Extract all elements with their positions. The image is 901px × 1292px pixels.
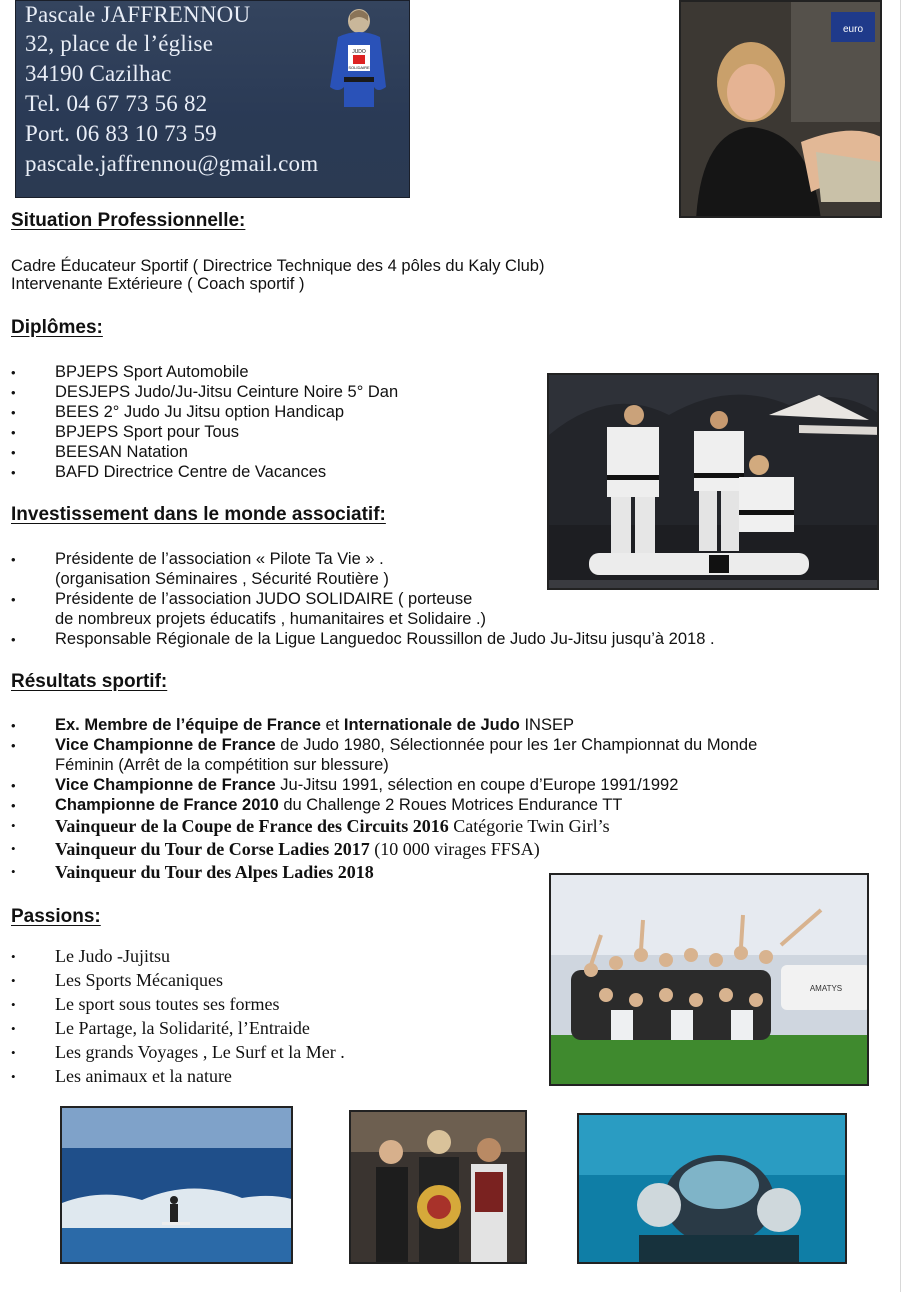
rally-car-text: AMATYS: [809, 984, 843, 993]
surf-photo: [60, 1106, 293, 1264]
bullet: •: [11, 841, 16, 856]
bullet: •: [11, 405, 16, 420]
bullet: •: [11, 385, 16, 400]
list-item: • BPJEPS Sport Automobile: [11, 362, 398, 382]
bullet: •: [11, 1021, 16, 1036]
rally-group-photo: [549, 873, 869, 1086]
situation-line-1: Cadre Éducateur Sportif ( Directrice Technique des 4 pôles du Kaly Club): [11, 257, 545, 275]
list-item: • Championne de France 2010 du Challenge 2 Roues Motrices Endurance TT: [11, 795, 757, 815]
friends-photo: [349, 1110, 527, 1264]
list-item: • Présidente de l’association JUDO SOLIDAIRE ( porteuse de nombreux projets éducatifs , humanitaires et Solidaire .): [11, 590, 487, 628]
situation-line-2: Intervenante Extérieure ( Coach sportif ): [11, 275, 305, 293]
bullet: •: [11, 445, 16, 460]
associatif-list: [11, 549, 715, 649]
situation-heading: Situation Professionnelle:: [11, 210, 246, 231]
bullet: •: [11, 592, 16, 607]
contact-email: pascale.jaffrennou@gmail.com: [25, 151, 319, 176]
list-item: • BAFD Directrice Centre de Vacances: [11, 462, 398, 482]
underwater-photo: [577, 1113, 847, 1264]
list-item: • Le Judo -Jujitsu: [11, 944, 345, 968]
list-item: • Vainqueur du Tour des Alpes Ladies 2018: [11, 862, 374, 882]
bullet: •: [11, 425, 16, 440]
list-item: • BEES 2° Judo Ju Jitsu option Handicap: [11, 402, 398, 422]
bullet: •: [11, 798, 16, 813]
resultats-heading: Résultats sportif:: [11, 671, 168, 692]
bullet: •: [11, 465, 16, 480]
diplomes-list: [11, 362, 398, 482]
bullet: •: [11, 718, 16, 733]
passions-heading: Passions:: [11, 906, 101, 927]
bullet: •: [11, 864, 16, 879]
bullet: •: [11, 949, 16, 964]
list-item: • Vainqueur de la Coupe de France des Circuits 2016 Catégorie Twin Girl’s: [11, 816, 610, 836]
bullet: •: [11, 632, 16, 647]
portrait-logo-text: euro: [842, 24, 864, 35]
list-item: • Responsable Régionale de la Ligue Languedoc Roussillon de Judo Ju-Jitsu jusqu’à 2018 .: [11, 629, 715, 649]
resultats-list: [11, 715, 757, 884]
contact-name: Pascale JAFFRENNOU: [25, 2, 251, 27]
bullet: •: [11, 818, 16, 833]
list-item: • DESJEPS Judo/Ju-Jitsu Ceinture Noire 5° Dan: [11, 382, 398, 402]
bullet: •: [11, 738, 16, 753]
list-item: • Vice Championne de France de Judo 1980, Sélectionnée pour les 1er Championnat du Monde Féminin (Arrêt de la compétition sur blessure): [11, 736, 758, 774]
bullet: •: [11, 997, 16, 1012]
list-item: • Les animaux et la nature: [11, 1064, 345, 1088]
list-item: • Les Sports Mécaniques: [11, 968, 345, 992]
contact-address-city: 34190 Cazilhac: [25, 61, 172, 86]
badge-solidaire-text: SOLIDAIRE: [348, 65, 370, 70]
diplomes-heading: Diplômes:: [11, 317, 103, 338]
associatif-heading: Investissement dans le monde associatif:: [11, 504, 386, 525]
list-item: • BEESAN Natation: [11, 442, 398, 462]
bullet: •: [11, 778, 16, 793]
list-item: • BPJEPS Sport pour Tous: [11, 422, 398, 442]
contact-address-street: 32, place de l’église: [25, 31, 214, 56]
contact-phone: Tel. 04 67 73 56 82: [25, 91, 208, 116]
bullet: •: [11, 365, 16, 380]
list-item: • Le Partage, la Solidarité, l’Entraide: [11, 1016, 345, 1040]
portrait-photo: [679, 0, 882, 218]
list-item: • Ex. Membre de l’équipe de France et Internationale de Judo INSEP: [11, 715, 757, 735]
bullet: •: [11, 552, 16, 567]
list-item: • Vainqueur du Tour de Corse Ladies 2017 (10 000 virages FFSA): [11, 839, 540, 859]
list-item: • Vice Championne de France Ju-Jitsu 1991, sélection en coupe d’Europe 1991/1992: [11, 775, 757, 795]
list-item: • Présidente de l’association « Pilote Ta Vie » . (organisation Séminaires , Sécurité Routière ): [11, 550, 389, 588]
bullet: •: [11, 973, 16, 988]
judoka-back-image: [328, 7, 388, 112]
bullet: •: [11, 1045, 16, 1060]
contact-mobile: Port. 06 83 10 73 59: [25, 121, 217, 146]
list-item: • Les grands Voyages , Le Surf et la Mer .: [11, 1040, 345, 1064]
passions-list: [11, 944, 345, 1088]
contact-card: [15, 0, 410, 198]
badge-judo-text: JUDO: [352, 49, 366, 55]
list-item: • Le sport sous toutes ses formes: [11, 992, 345, 1016]
bullet: •: [11, 1069, 16, 1084]
